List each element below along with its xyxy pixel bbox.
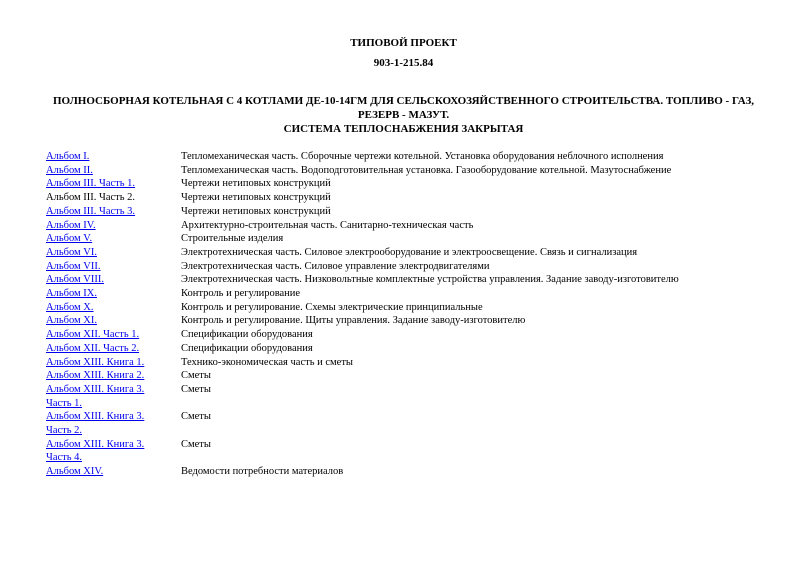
album-description: Сметы [181,370,211,382]
album-description: Электротехническая часть. Силовое управление электродвигателями [181,260,490,272]
album-row [46,164,766,178]
album-link[interactable]: Альбом XIII. Книга 3. [46,383,145,395]
album-row [46,150,766,164]
album-link[interactable]: Альбом V. [46,233,93,245]
album-description: Электротехническая часть. Низковольтные комплектные устройства управления. Задание заводу-изготовителю [181,274,679,286]
album-link[interactable]: Альбом I. [46,151,90,162]
album-row [46,287,766,301]
heading-line-2: РЕЗЕРВ - МАЗУТ. [357,109,450,121]
album-description: Чертежи нетиповых конструкций [181,205,331,217]
album-link[interactable]: Альбом II. [46,164,93,176]
album-description: Ведомости потребности материалов [181,466,344,478]
album-row [46,260,766,274]
album-row [46,369,766,383]
album-row [46,232,766,246]
album-row [46,410,766,424]
album-link[interactable]: Альбом III. Часть 1. [46,178,136,190]
album-description [181,397,766,411]
album-link[interactable]: Альбом X. [46,301,94,313]
album-row [46,383,766,397]
album-link[interactable]: Часть 4. [46,452,83,464]
album-link[interactable]: Альбом XIII. Книга 2. [46,370,145,382]
album-description: Строительные изделия [181,233,284,245]
album-row [46,451,766,465]
album-row [46,273,766,287]
album-row [46,177,766,191]
album-row [46,219,766,233]
album-description: Сметы [181,383,211,395]
album-description: Электротехническая часть. Силовое электрооборудование и электроосвещение. Связь и сигнализация [181,246,638,258]
album-description [181,451,766,465]
album-link[interactable]: Альбом III. Часть 3. [46,205,136,217]
doc-number: 903-1-215.84 [373,57,434,69]
album-link[interactable]: Часть 2. [46,425,83,437]
album-link[interactable]: Альбом XIII. Книга 1. [46,356,145,368]
album-row [46,328,766,342]
album-list [46,150,766,479]
album-link[interactable]: Альбом XIII. Книга 3. [46,438,145,450]
album-link[interactable]: Альбом VIII. [46,274,104,286]
album-row [46,397,766,411]
album-row [46,205,766,219]
album-description: Тепломеханическая часть. Сборочные чертежи котельной. Установка оборудования неблочного исполнения [181,151,664,162]
album-row [46,424,766,438]
album-link[interactable]: Альбом VII. [46,260,101,272]
album-row [46,465,766,479]
album-link[interactable]: Альбом XII. Часть 2. [46,342,140,354]
album-description: Спецификации оборудования [181,329,313,341]
album-row [46,246,766,260]
album-link[interactable]: Альбом XIV. [46,466,104,478]
album-row [46,191,766,205]
album-link[interactable]: Альбом XII. Часть 1. [46,329,140,341]
album-row [46,314,766,328]
album-description: Контроль и регулирование. Схемы электрические принципиальные [181,301,483,313]
album-description: Контроль и регулирование [181,288,301,300]
album-row [46,438,766,452]
heading-line-1: ПОЛНОСБОРНАЯ КОТЕЛЬНАЯ С 4 КОТЛАМИ ДЕ-10-14ГМ ДЛЯ СЕЛЬСКОХОЗЯЙСТВЕННОГО СТРОИТЕЛЬСТВА. ТОПЛИВО - ГАЗ, [53,95,754,107]
doc-title: ТИПОВОЙ ПРОЕКТ [350,37,457,49]
album-description [181,424,766,438]
album-description: Сметы [181,438,211,450]
album-link[interactable]: Альбом XIII. Книга 3. [46,411,145,423]
album-link[interactable]: Альбом XI. [46,315,97,327]
album-link[interactable]: Альбом VI. [46,246,97,258]
project-heading [40,94,767,136]
album-row [46,356,766,370]
album-description: Контроль и регулирование. Щиты управления. Задание заводу-изготовителю [181,315,526,327]
album-description: Архитектурно-строительная часть. Санитарно-техническая часть [181,219,474,231]
album-description: Чертежи нетиповых конструкций [181,178,331,190]
album-label: Альбом III. Часть 2. [46,192,136,204]
album-link[interactable]: Альбом IX. [46,288,97,300]
album-row [46,342,766,356]
album-description: Тепломеханическая часть. Водоподготовительная установка. Газооборудование котельной. Мазутоснабжение [181,164,672,176]
album-description: Сметы [181,411,211,423]
album-link[interactable]: Часть 1. [46,397,83,409]
album-row [46,301,766,315]
album-description: Спецификации оборудования [181,342,313,354]
album-description: Чертежи нетиповых конструкций [181,192,331,204]
heading-line-3: СИСТЕМА ТЕПЛОСНАБЖЕНИЯ ЗАКРЫТАЯ [283,123,524,135]
album-description: Технико-экономическая часть и сметы [181,356,353,368]
album-link[interactable]: Альбом IV. [46,219,96,231]
